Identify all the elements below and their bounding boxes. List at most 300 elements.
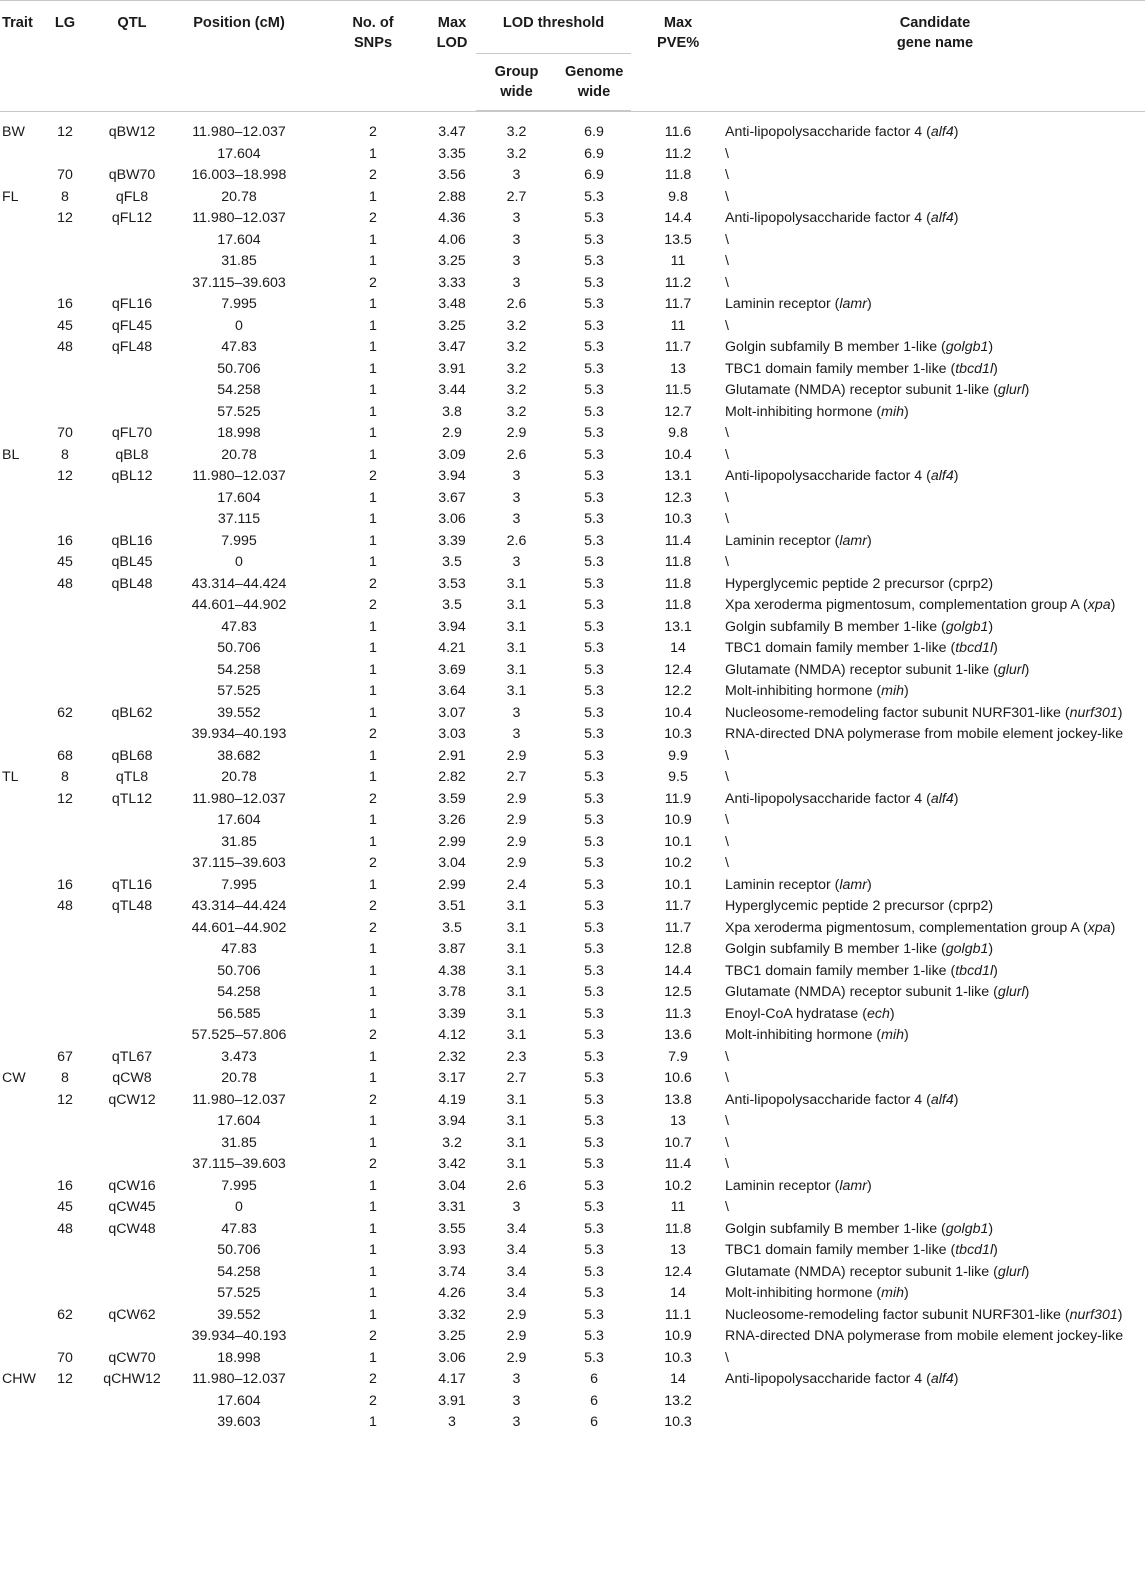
gene-name: Glutamate (NMDA) receptor subunit 1-like ( [725,984,998,1000]
cell-candidate-gene [725,294,1145,316]
cell-group-wide: 3.1 [506,962,527,979]
gene-symbol: tbcd1l [955,640,994,656]
table-row [0,703,1145,725]
cell-max-lod: 3.5 [442,597,462,613]
cell-candidate-gene [725,531,1145,553]
cell-lg: 12 [57,468,73,484]
cell-lg: 48 [57,898,73,914]
table-row [0,638,1145,660]
cell-lg: 70 [57,425,73,441]
cell-genome-wide: 5.3 [584,1177,604,1194]
table-row [0,112,1145,144]
cell-genome-wide: 5.3 [584,962,604,979]
cell-lg [36,660,94,682]
gene-name: \ [725,188,729,205]
cell-snps: 1 [369,833,377,850]
cell-max-pve: 11.9 [664,790,692,807]
cell-trait [0,853,36,875]
cell-qtl: qFL16 [111,296,153,312]
gene-name-end: ) [866,1177,872,1194]
cell-qtl [94,380,170,402]
cell-qtl [94,1111,170,1133]
cell-max-pve: 10.3 [664,511,692,527]
table-row [0,1025,1145,1047]
cell-group-wide: 3 [512,167,521,183]
cell-trait [0,703,36,725]
gene-name: RNA-directed DNA polymerase from mobile element jockey-like [725,726,1124,742]
header-position: Position (cM) [193,15,285,31]
cell-candidate-gene [725,1240,1145,1262]
cell-candidate-gene [725,574,1145,596]
cell-genome-wide: 5.3 [584,1285,604,1301]
cell-snps: 2 [369,1091,377,1108]
cell-position: 57.525 [217,683,261,699]
cell-max-pve: 11.1 [664,1306,692,1323]
cell-position: 31.85 [221,833,257,850]
gene-name: TBC1 domain family member 1-like ( [725,640,956,656]
cell-lg [36,1240,94,1262]
gene-name: \ [725,1199,729,1215]
cell-max-pve: 11 [670,1199,686,1215]
cell-group-wide: 3 [512,511,521,527]
cell-group-wide: 2.9 [506,1328,527,1344]
cell-max-pve: 11 [670,317,686,334]
cell-lg: 62 [57,704,73,721]
cell-candidate-gene [725,1068,1145,1090]
cell-position: 16.003–18.998 [191,167,287,183]
gene-name: TBC1 domain family member 1-like ( [725,962,956,979]
cell-genome-wide: 5.3 [584,317,604,334]
cell-snps: 1 [369,403,377,420]
cell-max-lod: 3.93 [438,1242,466,1258]
cell-genome-wide: 6.9 [584,124,604,140]
cell-max-pve: 14.4 [664,210,692,226]
cell-candidate-gene [725,445,1145,467]
cell-trait [0,488,36,510]
cell-genome-wide: 5.3 [584,876,604,893]
gene-symbol: tbcd1l [955,1242,994,1258]
gene-name: \ [725,855,729,871]
cell-candidate-gene [725,316,1145,338]
cell-max-pve: 10.1 [664,876,692,893]
cell-lg [36,961,94,983]
gene-symbol: alf4 [930,790,954,807]
cell-lg [36,273,94,295]
cell-max-lod: 3.91 [438,360,466,377]
cell-snps: 2 [369,1156,377,1172]
cell-max-lod: 3 [448,1414,456,1430]
table-row [0,316,1145,338]
cell-lg [36,1025,94,1047]
cell-trait [0,1391,36,1413]
cell-position: 47.83 [221,1220,257,1237]
gene-name-end: ) [1024,1263,1030,1280]
cell-snps: 1 [369,1134,377,1151]
cell-max-lod: 2.82 [438,769,466,785]
cell-group-wide: 2.6 [506,1177,527,1194]
cell-max-lod: 3.51 [438,898,466,914]
cell-candidate-gene [725,423,1145,445]
gene-name: Golgin subfamily B member 1-like ( [725,339,946,355]
cell-trait [0,1283,36,1305]
cell-snps: 1 [369,941,377,957]
table-row [0,1305,1145,1327]
gene-name: Glutamate (NMDA) receptor subunit 1-like ( [725,661,998,678]
cell-group-wide: 2.9 [506,812,527,828]
table-row [0,746,1145,768]
gene-name: TBC1 domain family member 1-like ( [725,1242,956,1258]
cell-max-pve: 10.6 [664,1070,692,1086]
gene-name: Laminin receptor ( [725,1177,840,1194]
cell-candidate-gene [725,810,1145,832]
cell-group-wide: 3.2 [506,317,527,334]
cell-genome-wide: 6.9 [584,145,604,162]
table-row [0,1391,1145,1413]
cell-qtl: qTL12 [111,790,153,807]
cell-snps: 1 [369,532,377,549]
gene-name: Molt-inhibiting hormone ( [725,1285,882,1301]
cell-candidate-gene [725,1219,1145,1241]
cell-position: 50.706 [217,962,261,979]
cell-candidate-gene [725,746,1145,768]
gene-name-end: ) [993,962,998,979]
cell-qtl: qTL16 [111,876,153,893]
cell-genome-wide: 5.3 [584,339,604,355]
cell-lg: 8 [61,188,69,205]
cell-max-lod: 3.25 [438,317,466,334]
cell-max-lod: 2.99 [438,876,466,893]
cell-qtl: qBW70 [108,167,156,183]
cell-trait [0,1219,36,1241]
cell-group-wide: 3.1 [506,1156,527,1172]
cell-candidate-gene [725,1133,1145,1155]
cell-position: 7.995 [221,296,257,312]
cell-genome-wide: 5.3 [584,489,604,506]
gene-name-end: ) [988,941,994,957]
gene-name: Hyperglycemic peptide 2 precursor (cprp2) [725,898,994,914]
gene-name: Xpa xeroderma pigmentosum, complementation group A ( [725,919,1088,936]
cell-lg: 45 [57,1199,73,1215]
cell-genome-wide: 5.3 [584,1349,604,1366]
cell-trait [0,918,36,940]
cell-qtl [94,1133,170,1155]
cell-snps: 1 [369,1005,377,1022]
cell-trait [0,1305,36,1327]
cell-max-pve: 10.4 [664,704,692,721]
cell-lg [36,1412,94,1434]
cell-trait [0,1176,36,1198]
cell-trait [0,1111,36,1133]
cell-genome-wide: 6 [590,1371,598,1387]
table-row [0,208,1145,230]
cell-lg: 16 [57,296,73,312]
cell-trait [0,1326,36,1348]
cell-genome-wide: 5.3 [584,403,604,420]
cell-trait [0,1348,36,1370]
cell-trait [0,144,36,166]
cell-group-wide: 3.1 [506,1027,527,1043]
cell-genome-wide: 5.3 [584,446,604,463]
gene-symbol: tbcd1l [955,962,994,979]
cell-position: 11.980–12.037 [192,468,286,484]
cell-position: 54.258 [217,661,261,678]
cell-qtl: qFL48 [111,339,153,355]
cell-qtl: qFL70 [111,425,153,441]
cell-candidate-gene [725,875,1145,897]
cell-group-wide: 3 [512,468,521,484]
cell-position: 20.78 [221,188,257,205]
table-row [0,681,1145,703]
cell-snps: 1 [369,1177,377,1194]
cell-group-wide: 3.1 [506,1134,527,1151]
header-genome-wide: Genome wide [557,54,631,111]
cell-max-lod: 3.39 [438,532,466,549]
cell-genome-wide: 5.3 [584,1005,604,1022]
cell-lg [36,488,94,510]
cell-position: 39.552 [217,1306,261,1323]
cell-trait [0,380,36,402]
cell-genome-wide: 5.3 [584,1156,604,1172]
cell-lg [36,939,94,961]
gene-name: Anti-lipopolysaccharide factor 4 ( [725,1371,931,1387]
table-row [0,466,1145,488]
cell-qtl: qBL12 [111,468,153,484]
cell-qtl: qBW12 [108,124,156,140]
cell-group-wide: 3.4 [506,1242,527,1258]
gene-name: \ [725,1156,729,1172]
gene-symbol: nurf301 [1069,704,1118,721]
cell-group-wide: 3 [512,1414,521,1430]
cell-candidate-gene [725,1283,1145,1305]
cell-candidate-gene [725,488,1145,510]
cell-lg: 12 [57,210,73,226]
cell-group-wide: 3.1 [506,898,527,914]
header-lod-threshold: LOD threshold [476,1,631,54]
cell-snps: 1 [369,984,377,1000]
cell-trait [0,638,36,660]
gene-name: RNA-directed DNA polymerase from mobile element jockey-like [725,1328,1124,1344]
cell-snps: 2 [369,919,377,936]
cell-genome-wide: 5.3 [584,1091,604,1108]
gene-name-end: ) [1024,661,1030,678]
cell-genome-wide: 5.3 [584,833,604,850]
cell-max-pve: 12.4 [664,661,692,678]
cell-candidate-gene [725,1004,1145,1026]
table-row [0,918,1145,940]
cell-lg [36,1154,94,1176]
cell-max-pve: 13.8 [664,1091,692,1108]
cell-snps: 2 [369,274,377,291]
cell-candidate-gene [725,1111,1145,1133]
cell-max-pve: 13.1 [664,618,692,635]
cell-max-pve: 9.5 [668,769,688,785]
table-row [0,1326,1145,1348]
cell-qtl: qFL45 [111,317,153,334]
cell-candidate-gene [725,1369,1145,1391]
cell-position: 50.706 [217,1242,261,1258]
cell-trait [0,1412,36,1434]
cell-genome-wide: 5.3 [584,1306,604,1323]
cell-qtl [94,144,170,166]
cell-max-pve: 13.6 [664,1027,692,1043]
cell-max-pve: 10.1 [664,833,692,850]
cell-position: 18.998 [217,1349,261,1366]
gene-name: \ [725,145,729,162]
cell-max-lod: 3.8 [442,403,462,420]
cell-max-pve: 10.9 [664,812,692,828]
table-row [0,982,1145,1004]
cell-lg [36,380,94,402]
cell-max-pve: 14 [670,1371,686,1387]
cell-genome-wide: 5.3 [584,382,604,398]
gene-name: \ [725,446,729,463]
gene-name-end: ) [953,1091,959,1108]
cell-snps: 1 [369,1220,377,1237]
gene-name-end: ) [953,1371,959,1387]
cell-trait [0,875,36,897]
cell-max-pve: 10.9 [664,1328,692,1344]
gene-name: \ [725,812,729,828]
gene-name: \ [725,489,729,506]
cell-max-lod: 3.5 [442,919,462,936]
gene-name: Anti-lipopolysaccharide factor 4 ( [725,468,931,484]
cell-qtl: qCW48 [108,1220,156,1237]
cell-candidate-gene [725,961,1145,983]
table-row [0,961,1145,983]
cell-position: 37.115–39.603 [192,1156,286,1172]
cell-genome-wide: 5.3 [584,210,604,226]
cell-genome-wide: 5.3 [584,747,604,764]
cell-trait [0,531,36,553]
cell-position: 57.525–57.806 [191,1027,287,1043]
cell-position: 37.115–39.603 [192,855,286,871]
gene-name: Glutamate (NMDA) receptor subunit 1-like ( [725,1263,998,1280]
cell-candidate-gene [725,660,1145,682]
cell-trait [0,1262,36,1284]
table-row [0,165,1145,187]
cell-candidate-gene [725,703,1145,725]
cell-position: 39.934–40.193 [191,1328,287,1344]
gene-symbol: alf4 [930,1371,954,1387]
cell-position: 50.706 [217,360,261,377]
cell-snps: 1 [369,962,377,979]
cell-lg [36,832,94,854]
cell-qtl: qBL8 [115,446,149,463]
cell-max-lod: 3.91 [438,1392,466,1409]
cell-position: 43.314–44.424 [191,898,287,914]
cell-position: 17.604 [217,489,261,506]
gene-symbol: tbcd1l [955,360,994,377]
cell-candidate-gene [725,1348,1145,1370]
cell-genome-wide: 5.3 [584,618,604,635]
cell-group-wide: 2.9 [506,855,527,871]
gene-name: \ [725,1070,729,1086]
cell-qtl [94,1262,170,1284]
gene-symbol: lamr [839,876,867,893]
cell-max-lod: 4.38 [438,962,466,979]
cell-max-lod: 3.78 [438,984,466,1000]
cell-max-pve: 9.8 [668,425,688,441]
table-row [0,488,1145,510]
table-row [0,423,1145,445]
gene-name: Xpa xeroderma pigmentosum, complementation group A ( [725,597,1088,613]
table-header [0,1,1145,112]
cell-qtl: qTL8 [115,769,149,785]
cell-group-wide: 2.7 [506,188,527,205]
cell-snps: 1 [369,747,377,764]
cell-genome-wide: 5.3 [584,274,604,291]
table-row [0,552,1145,574]
cell-qtl [94,1326,170,1348]
cell-lg: 45 [57,317,73,334]
cell-max-pve: 10.3 [664,726,692,742]
cell-trait [0,509,36,531]
cell-max-lod: 3.47 [438,339,466,355]
cell-qtl: qCW16 [108,1177,156,1194]
cell-candidate-gene [725,509,1145,531]
cell-snps: 1 [369,1414,377,1430]
cell-lg [36,810,94,832]
cell-qtl [94,595,170,617]
cell-lg [36,1326,94,1348]
gene-name-end: ) [988,339,994,355]
gene-name: \ [725,554,729,570]
cell-candidate-gene [725,380,1145,402]
gene-symbol: lamr [839,532,867,549]
cell-genome-wide: 5.3 [584,1070,604,1086]
cell-lg: 12 [57,1371,73,1387]
cell-position: 57.525 [217,1285,261,1301]
cell-qtl: qCW12 [108,1091,156,1108]
cell-trait [0,165,36,187]
cell-trait: CW [2,1070,26,1086]
cell-genome-wide: 5.3 [584,984,604,1000]
cell-group-wide: 3.1 [506,661,527,678]
cell-snps: 2 [369,124,377,140]
cell-lg: 67 [57,1048,73,1065]
gene-name: \ [725,425,729,441]
cell-max-pve: 10.3 [664,1349,692,1366]
cell-group-wide: 3 [512,253,521,269]
gene-name: \ [725,1349,729,1366]
cell-genome-wide: 5.3 [584,360,604,377]
cell-trait [0,337,36,359]
cell-candidate-gene [725,1326,1145,1348]
cell-candidate-gene [725,112,1145,144]
cell-candidate-gene [725,832,1145,854]
cell-snps: 2 [369,1027,377,1043]
cell-candidate-gene [725,1047,1145,1069]
cell-qtl [94,918,170,940]
cell-group-wide: 2.4 [506,876,527,893]
cell-group-wide: 3.1 [506,1091,527,1108]
gene-name-end: ) [889,1005,895,1022]
gene-name: \ [725,833,729,850]
cell-max-pve: 13.2 [664,1392,692,1409]
cell-snps: 2 [369,1392,377,1409]
cell-max-lod: 3.09 [438,446,466,463]
cell-qtl [94,832,170,854]
cell-snps: 1 [369,1242,377,1258]
cell-genome-wide: 5.3 [584,919,604,936]
cell-snps: 2 [369,210,377,226]
cell-trait [0,660,36,682]
cell-genome-wide: 5.3 [584,704,604,721]
cell-candidate-gene [725,638,1145,660]
cell-position: 31.85 [221,1134,257,1151]
cell-snps: 2 [369,468,377,484]
cell-max-pve: 11.3 [664,1005,692,1022]
